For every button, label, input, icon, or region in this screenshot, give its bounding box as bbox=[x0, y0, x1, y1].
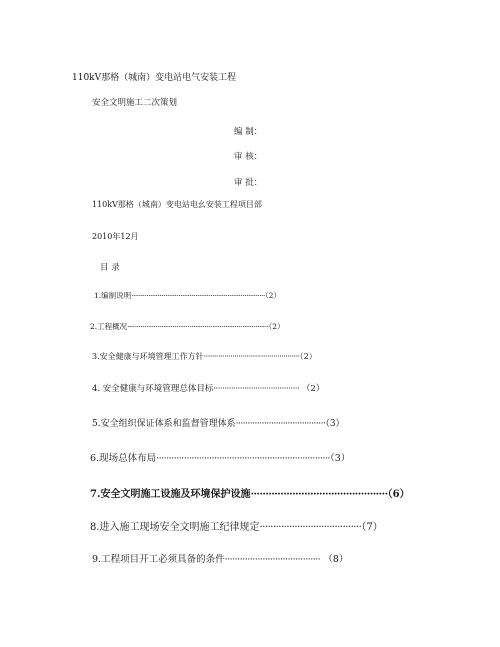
toc-leader-dots: ······································ bbox=[224, 554, 321, 565]
toc-page-number: （7） bbox=[361, 522, 383, 533]
toc-item[interactable] bbox=[92, 382, 324, 394]
project-department: 110kV那格（城南）变电站电幺安装工程项目部 bbox=[92, 200, 262, 209]
toc-item[interactable] bbox=[92, 551, 348, 565]
review-signature-line: 审 核： bbox=[234, 152, 263, 162]
toc-item-label: 7.安全文明施工设施及环境保护设施 bbox=[90, 489, 251, 500]
toc-item-label: 3.安全健康与环境管理工作方针 bbox=[92, 352, 204, 361]
toc-item-label: 2.工程概况 bbox=[90, 322, 128, 331]
toc-item[interactable] bbox=[92, 351, 317, 362]
toc-page-number: （2） bbox=[299, 384, 325, 394]
toc-item[interactable] bbox=[90, 321, 285, 332]
toc-leader-dots: ··············································· bbox=[203, 352, 300, 361]
toc-leader-dots: ······································· bbox=[213, 384, 300, 394]
toc-page-number: （2） bbox=[268, 322, 285, 331]
toc-item-label: 1.编制说明 bbox=[94, 291, 132, 300]
toc-item[interactable] bbox=[92, 416, 345, 429]
compile-signature-line: 编 制： bbox=[234, 127, 263, 137]
toc-leader-dots: ·············································· bbox=[250, 489, 388, 500]
document-date: 2010年12月 bbox=[92, 232, 139, 241]
toc-leader-dots: ····································································· bbox=[156, 453, 330, 464]
toc-item-label: 8.进入施工现场安全文明施工纪律规定 bbox=[90, 522, 260, 533]
toc-leader-dots: ······································ bbox=[235, 419, 326, 429]
toc-item[interactable] bbox=[90, 450, 350, 464]
toc-heading: 目 录 bbox=[100, 263, 120, 273]
toc-leader-dots: ······································································· bbox=[131, 291, 265, 300]
toc-item-label: 5.安全组织保证体系和监督管理体系 bbox=[92, 419, 236, 429]
toc-page-number: （8） bbox=[320, 554, 349, 565]
toc-page-number: （3） bbox=[329, 453, 351, 464]
toc-item[interactable] bbox=[94, 290, 281, 301]
project-title: 110kV那格（城南）变电站电气安装工程 bbox=[72, 73, 237, 83]
toc-item-label: 6.现场总体布局 bbox=[90, 453, 157, 464]
plan-title: 安全文明施工二次策划 bbox=[92, 98, 178, 108]
toc-leader-dots: ··········································································· bbox=[127, 322, 269, 331]
toc-leader-dots: ······································ bbox=[259, 522, 362, 533]
toc-page-number: （3） bbox=[325, 419, 345, 429]
toc-page-number: （2） bbox=[264, 291, 281, 300]
toc-item[interactable] bbox=[90, 518, 383, 533]
approve-signature-line: 审 批： bbox=[234, 178, 263, 188]
toc-item-label: 4. 安全健康与环境管理总体目标 bbox=[92, 384, 214, 394]
toc-item[interactable] bbox=[90, 485, 410, 500]
toc-item-label: 9.工程项目开工必须具备的条件 bbox=[92, 554, 225, 565]
toc-page-number: （2） bbox=[299, 352, 317, 361]
toc-page-number: （6） bbox=[387, 489, 410, 500]
